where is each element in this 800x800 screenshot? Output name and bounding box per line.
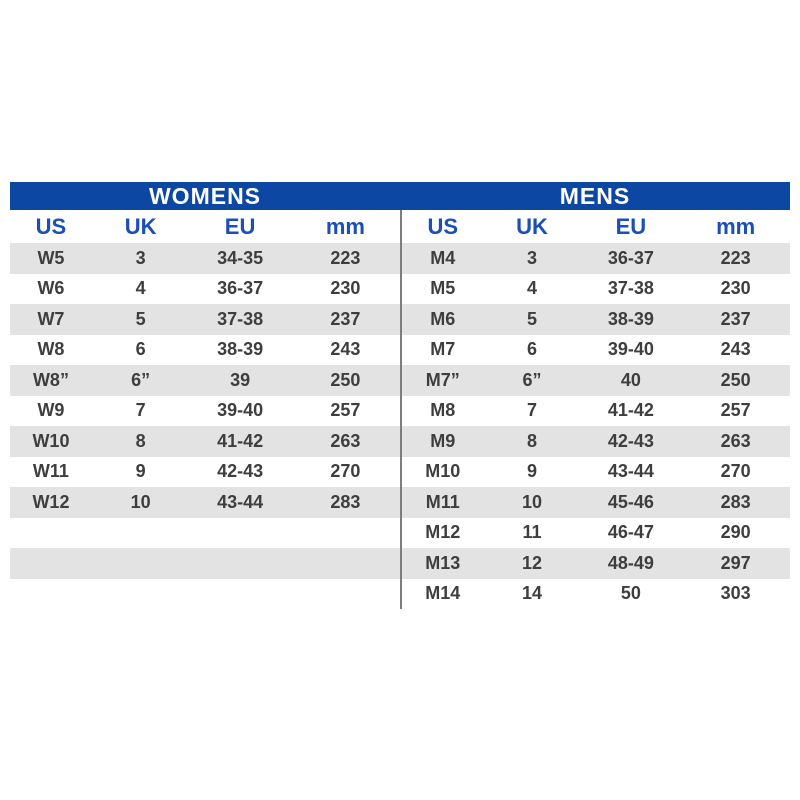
table-cell: 270: [330, 461, 361, 482]
table-cell: M10: [425, 461, 461, 482]
table-cell: W5: [37, 247, 65, 268]
table-row: [402, 426, 790, 457]
table-row: [10, 426, 400, 457]
table-cell: M8: [430, 400, 456, 421]
table-row: [402, 304, 790, 335]
womens-table: [10, 210, 400, 609]
table-cell: 46-47: [607, 522, 654, 543]
table-row: [10, 457, 400, 488]
table-cell: W9: [37, 400, 65, 421]
table-cell: 303: [720, 583, 751, 604]
table-cell: 41-42: [607, 400, 654, 421]
table-cell: 40: [620, 369, 641, 390]
table-cell: M7: [430, 339, 456, 360]
table-cell: 39: [230, 369, 251, 390]
table-row: [10, 365, 400, 396]
table-cell: 6: [526, 339, 537, 360]
table-cell: 43-44: [607, 461, 654, 482]
table-cell: 223: [330, 247, 361, 268]
table-cell: 243: [330, 339, 361, 360]
table-row: [402, 487, 790, 518]
table-cell: 10: [130, 491, 151, 512]
column-header-uk: UK: [516, 213, 548, 239]
mens-section-title: MENS: [559, 182, 631, 209]
table-row: [10, 304, 400, 335]
table-cell: 270: [720, 461, 751, 482]
table-cell: 237: [720, 308, 751, 329]
column-header-row: [10, 210, 400, 243]
table-cell: 36-37: [217, 278, 264, 299]
table-cell: M14: [425, 583, 461, 604]
table-cell: 43-44: [217, 491, 264, 512]
table-cell: M5: [430, 278, 456, 299]
table-cell: 230: [720, 278, 751, 299]
table-rows: [10, 243, 400, 609]
table-cell: M6: [430, 308, 456, 329]
table-cell: 263: [330, 430, 361, 451]
table-cell: 243: [720, 339, 751, 360]
table-cell: 42-43: [607, 430, 654, 451]
table-cell: 230: [330, 278, 361, 299]
table-cell: 3: [135, 247, 146, 268]
table-cell: 290: [720, 522, 751, 543]
column-header-mm: mm: [716, 213, 756, 239]
table-cell: 41-42: [217, 430, 264, 451]
table-row: [10, 518, 400, 549]
table-cell: W8: [37, 339, 65, 360]
table-row: [402, 243, 790, 274]
table-cell: 250: [330, 369, 361, 390]
table-rows: [402, 243, 790, 609]
table-row: [10, 548, 400, 579]
table-cell: 9: [135, 461, 146, 482]
table-row: [10, 487, 400, 518]
section-title-bar: [10, 182, 790, 210]
table-cell: 6: [135, 339, 146, 360]
table-cell: 5: [135, 308, 146, 329]
table-cell: 6”: [522, 369, 542, 390]
table-cell: 39-40: [217, 400, 264, 421]
table-cell: 3: [526, 247, 537, 268]
column-header-mm: mm: [325, 213, 365, 239]
table-row: [10, 335, 400, 366]
column-header-us: US: [35, 213, 67, 239]
table-cell: 263: [720, 430, 751, 451]
table-cell: 38-39: [607, 308, 654, 329]
table-cell: 45-46: [607, 491, 654, 512]
table-cell: 4: [135, 278, 146, 299]
table-cell: 9: [526, 461, 537, 482]
table-cell: 12: [521, 552, 542, 573]
table-cell: W12: [32, 491, 70, 512]
table-cell: 5: [526, 308, 537, 329]
table-cell: 37-38: [217, 308, 264, 329]
table-cell: 34-35: [217, 247, 264, 268]
table-cell: 6”: [131, 369, 151, 390]
column-header-uk: UK: [124, 213, 157, 239]
table-cell: W10: [32, 430, 70, 451]
table-cell: 8: [526, 430, 537, 451]
table-cell: M12: [425, 522, 461, 543]
table-row: [10, 579, 400, 610]
table-cell: M9: [430, 430, 456, 451]
table-cell: 223: [720, 247, 751, 268]
table-cell: 14: [521, 583, 542, 604]
table-cell: M11: [425, 491, 460, 512]
table-cell: 4: [526, 278, 537, 299]
table-cell: 237: [330, 308, 361, 329]
table-cell: 7: [526, 400, 537, 421]
table-row: [402, 396, 790, 427]
table-row: [10, 243, 400, 274]
table-cell: 38-39: [217, 339, 264, 360]
table-cell: 39-40: [607, 339, 654, 360]
column-header-row: [402, 210, 790, 243]
table-cell: M4: [430, 247, 456, 268]
tables-body: [10, 210, 790, 609]
column-header-us: US: [427, 213, 459, 239]
table-row: [10, 274, 400, 305]
mens-table: [400, 210, 790, 609]
table-cell: 257: [330, 400, 361, 421]
size-chart-table: [10, 182, 790, 609]
table-cell: 297: [720, 552, 751, 573]
table-cell: W8”: [32, 369, 69, 390]
table-cell: 7: [135, 400, 146, 421]
table-cell: W6: [37, 278, 65, 299]
table-cell: 48-49: [607, 552, 654, 573]
table-cell: 36-37: [607, 247, 654, 268]
table-row: [402, 457, 790, 488]
table-cell: 283: [720, 491, 751, 512]
table-row: [402, 548, 790, 579]
table-row: [402, 365, 790, 396]
table-row: [402, 579, 790, 610]
table-cell: 50: [620, 583, 641, 604]
column-header-eu: EU: [224, 213, 256, 239]
table-cell: 42-43: [217, 461, 264, 482]
table-cell: 37-38: [607, 278, 654, 299]
table-row: [402, 274, 790, 305]
column-header-eu: EU: [615, 213, 647, 239]
table-cell: 250: [720, 369, 751, 390]
table-cell: 257: [720, 400, 751, 421]
womens-section-title: WOMENS: [148, 182, 262, 209]
table-cell: 11: [522, 522, 542, 543]
table-cell: 283: [330, 491, 361, 512]
table-cell: M13: [425, 552, 461, 573]
table-cell: W7: [37, 308, 65, 329]
table-row: [402, 335, 790, 366]
table-cell: M7”: [425, 369, 460, 390]
table-cell: 10: [521, 491, 542, 512]
table-cell: 8: [135, 430, 146, 451]
table-cell: W11: [32, 461, 69, 482]
table-row: [402, 518, 790, 549]
table-row: [10, 396, 400, 427]
